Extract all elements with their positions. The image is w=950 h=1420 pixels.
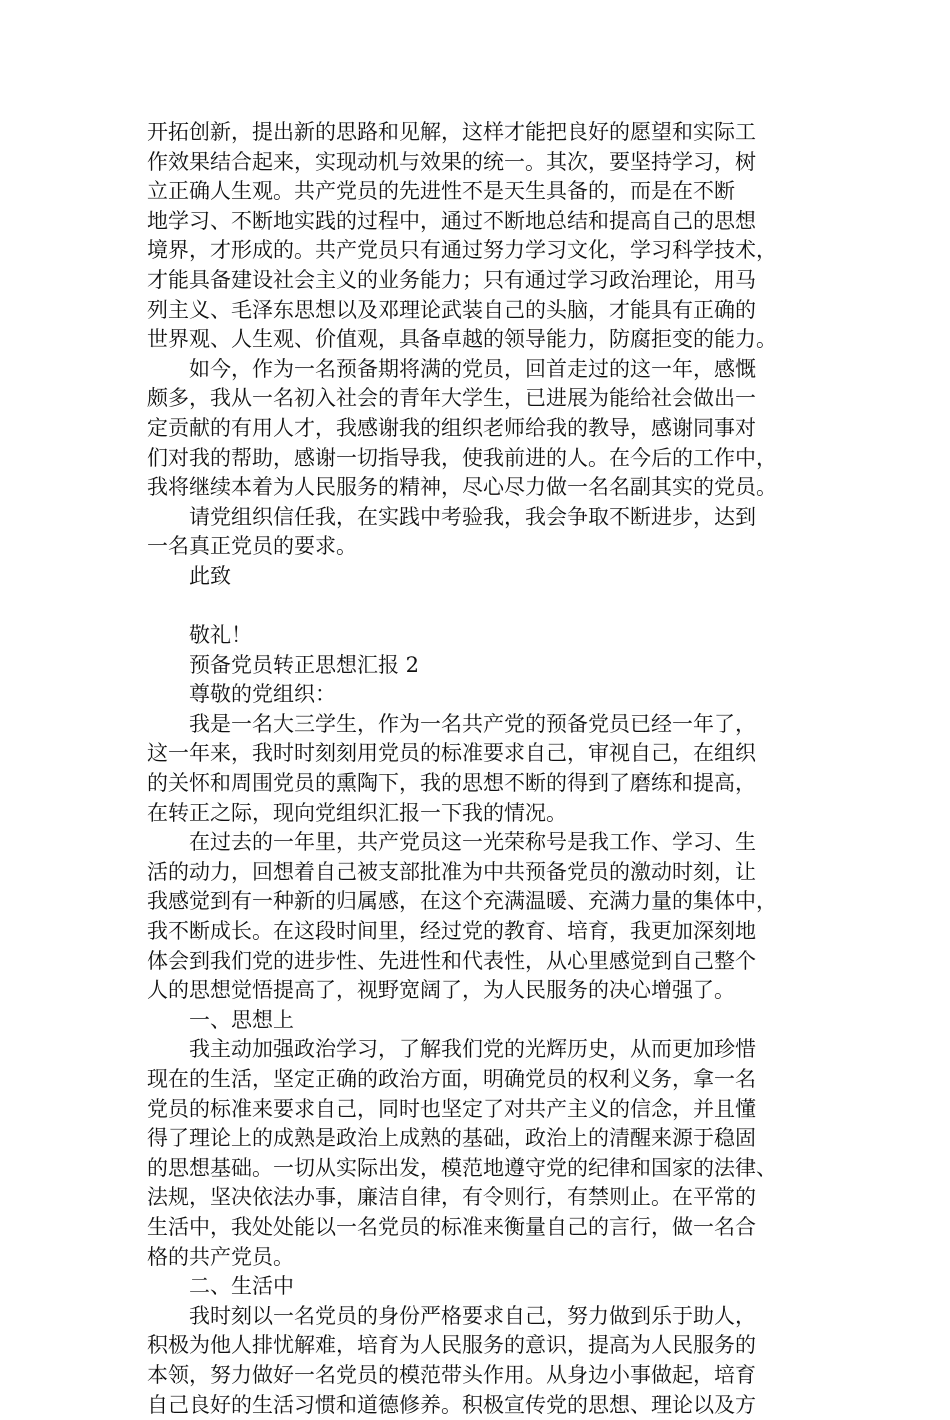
text-line: 立正确人生观。共产党员的先进性不是天生具备的，而是在不断	[147, 179, 735, 204]
text-line: 这一年来，我时时刻刻用党员的标准要求自己，审视自己，在组织	[147, 741, 756, 766]
text-line: 世界观、人生观、价值观，具备卓越的领导能力，防腐拒变的能力。	[147, 327, 777, 352]
text-line: 人的思想觉悟提高了，视野宽阔了，为人民服务的决心增强了。	[147, 978, 735, 1003]
text-line: 我感觉到有一种新的归属感，在这个充满温暖、充满力量的集体中，	[147, 889, 777, 914]
text-line: 才能具备建设社会主义的业务能力；只有通过学习政治理论，用马	[147, 267, 756, 292]
text-line: 积极为他人排忧解难，培育为人民服务的意识，提高为人民服务的	[147, 1333, 756, 1358]
document-body	[147, 118, 827, 1420]
text-line: 我主动加强政治学习，了解我们党的光辉历史，从而更加珍惜	[147, 1037, 756, 1062]
text-line: 在过去的一年里，共产党员这一光荣称号是我工作、学习、生	[147, 830, 756, 855]
text-line: 自己良好的生活习惯和道德修养。积极宣传党的思想、理论以及方	[147, 1392, 756, 1417]
text-line: 我将继续本着为人民服务的精神，尽心尽力做一名名副其实的党员。	[147, 475, 777, 500]
text-line: 如今，作为一名预备期将满的党员，回首走过的这一年，感慨	[147, 356, 756, 381]
text-line: 体会到我们党的进步性、先进性和代表性，从心里感觉到自己整个	[147, 948, 756, 973]
text-line: 境界，才形成的。共产党员只有通过努力学习文化，学习科学技术，	[147, 238, 777, 263]
text-line: 预备党员转正思想汇报 2	[147, 652, 420, 677]
text-line: 尊敬的党组织：	[147, 682, 336, 707]
text-line: 现在的生活，坚定正确的政治方面，明确党员的权利义务，拿一名	[147, 1067, 756, 1091]
text-line: 我时刻以一名党员的身份严格要求自己，努力做到乐于助人，	[147, 1303, 756, 1328]
text-line: 党员的标准来要求自己，同时也坚定了对共产主义的信念，并且懂	[147, 1096, 756, 1121]
text-line: 列主义、毛泽东思想以及邓理论武装自己的头脑，才能具有正确的	[147, 297, 756, 322]
text-line: 一名真正党员的要求。	[147, 534, 357, 559]
text-line: 格的共产党员。	[147, 1244, 294, 1269]
text-line: 请党组织信任我，在实践中考验我，我会争取不断进步，达到	[147, 504, 756, 529]
text-line: 此致	[147, 563, 231, 588]
text-line: 二、生活中	[147, 1274, 294, 1299]
text-line: 活的动力，回想着自己被支部批准为中共预备党员的激动时刻，让	[147, 859, 756, 884]
text-line: 开拓创新，提出新的思路和见解，这样才能把良好的愿望和实际工	[147, 120, 756, 144]
text-line: 的关怀和周围党员的熏陶下，我的思想不断的得到了磨练和提高，	[147, 771, 756, 796]
text-line: 一、思想上	[147, 1007, 294, 1032]
blank-line	[147, 592, 827, 622]
text-line: 本领，努力做好一名党员的模范带头作用。从身边小事做起，培育	[147, 1362, 756, 1387]
text-line: 我是一名大三学生，作为一名共产党的预备党员已经一年了，	[147, 711, 756, 736]
text-line: 在转正之际，现向党组织汇报一下我的情况。	[147, 800, 567, 825]
text-line: 颇多，我从一名初入社会的青年大学生，已进展为能给社会做出一	[147, 386, 756, 411]
text-line: 的思想基础。一切从实际出发，模范地遵守党的纪律和国家的法律、	[147, 1155, 777, 1180]
text-line: 定贡献的有用人才，我感谢我的组织老师给我的教导，感谢同事对	[147, 415, 756, 440]
text-line: 生活中，我处处能以一名党员的标准来衡量自己的言行，做一名合	[147, 1214, 756, 1239]
text-line: 法规，坚决依法办事，廉洁自律，有令则行，有禁则止。在平常的	[147, 1185, 756, 1210]
text-line: 得了理论上的成熟是政治上成熟的基础，政治上的清醒来源于稳固	[147, 1126, 756, 1151]
text-line: 作效果结合起来，实现动机与效果的统一。其次，要坚持学习，树	[147, 149, 756, 174]
text-line: 我不断成长。在这段时间里，经过党的教育、培育，我更加深刻地	[147, 919, 756, 944]
text-line: 们对我的帮助，感谢一切指导我，使我前进的人。在今后的工作中，	[147, 445, 777, 470]
text-line: 地学习、不断地实践的过程中，通过不断地总结和提高自己的思想	[147, 208, 756, 233]
text-line: 敬礼！	[147, 623, 252, 648]
